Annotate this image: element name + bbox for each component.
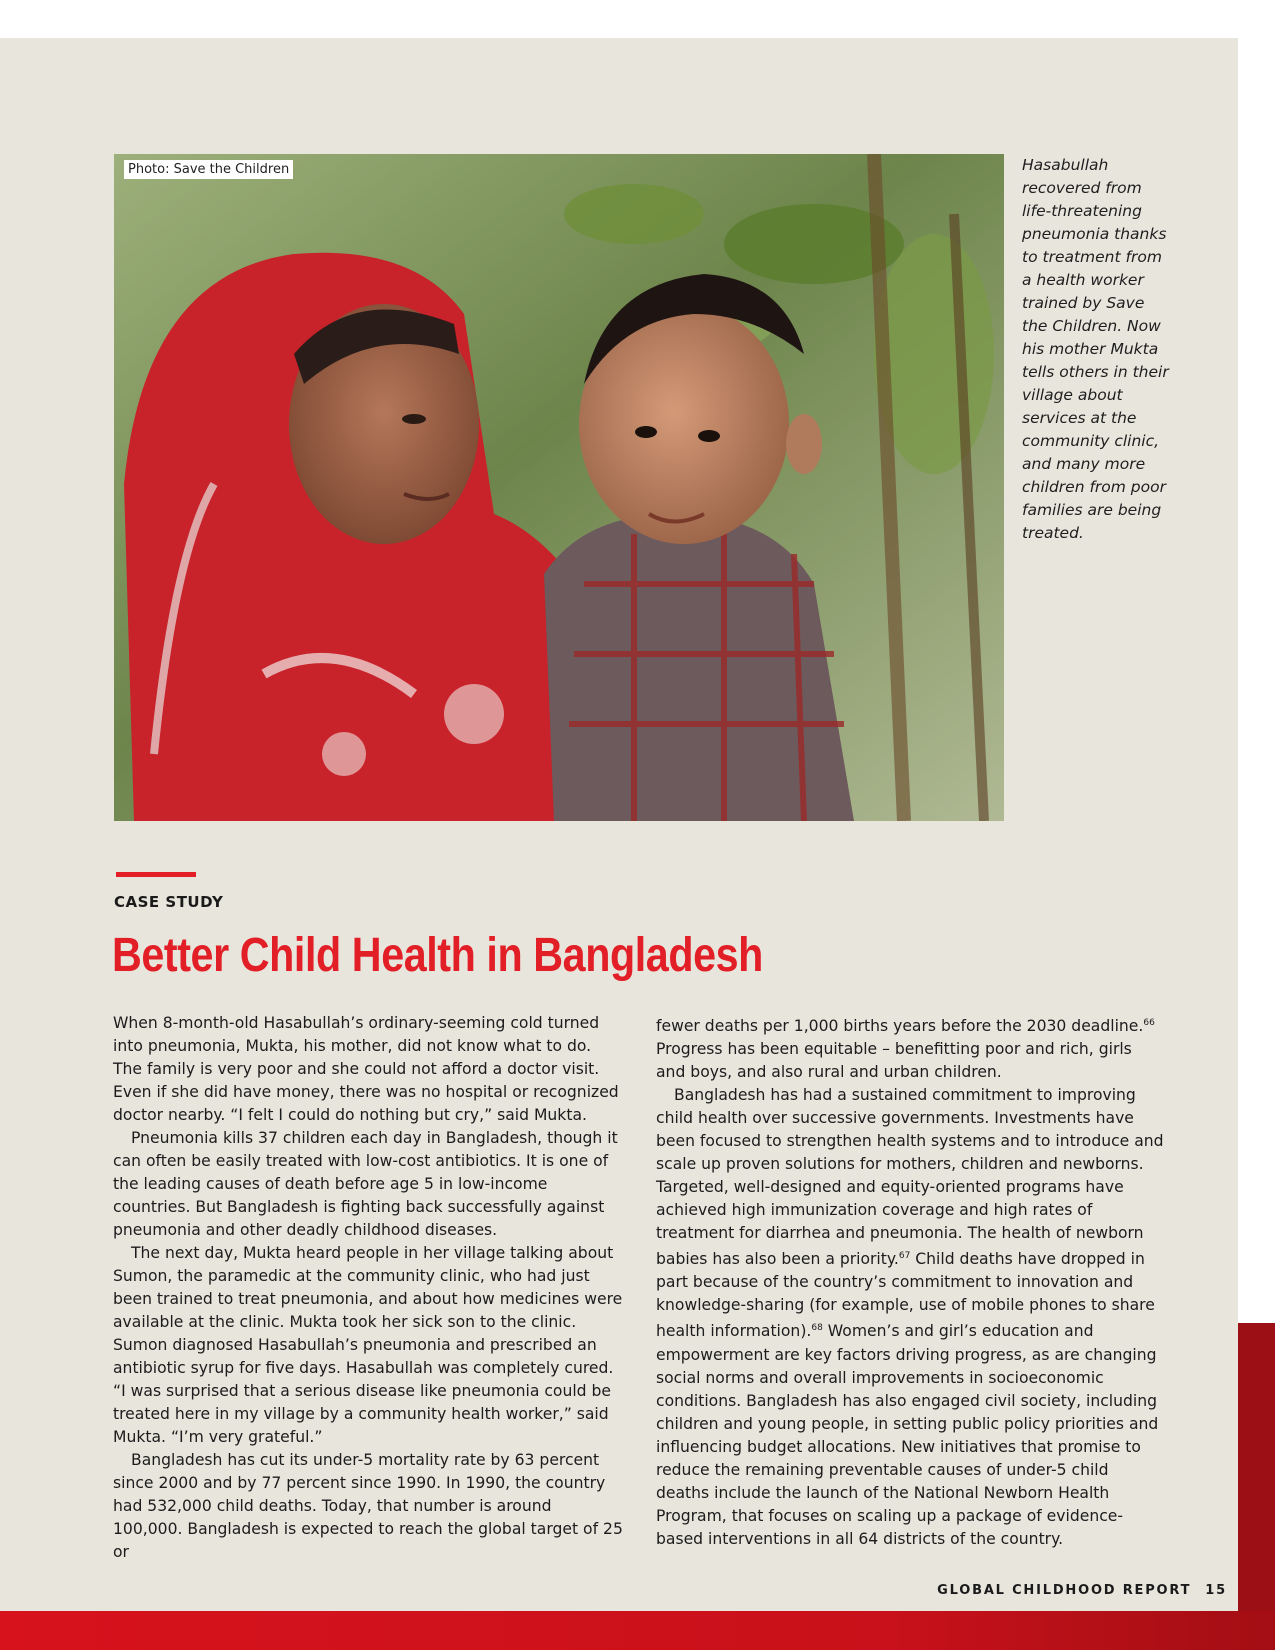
article-title: Better Child Health in Bangladesh <box>112 929 763 982</box>
reference-number: 66 <box>1143 1018 1155 1028</box>
text-run: Progress has been equitable – benefitting poor and rich, girls and boys, and also rural and urban children. <box>656 1040 1132 1082</box>
text-run: Child deaths have dropped in part because of the country’s commitment to innovation and knowledge-sharing (for example, use of mobile phones to share health information). <box>656 1250 1155 1341</box>
bottom-color-bar <box>0 1611 1275 1650</box>
paragraph: When 8-month-old Hasabullah’s ordinary-seeming cold turned into pneumonia, Mukta, his mother, did not know what to do. The family is very poor and she could not afford a doctor visit. Even if she did have money, there was no hospital or recognized doctor nearby. “I felt I could do nothing but cry,” said Mukta. <box>113 1014 619 1124</box>
photo-credit: Photo: Save the Children <box>124 160 293 179</box>
reference-number: 68 <box>811 1323 823 1334</box>
photo-mother-and-child <box>114 154 1004 821</box>
text-run: Women’s and girl’s education and empowerment are key factors driving progress, as are changing social norms and overall improvements in socioeconomic conditions. Bangladesh has also engaged civil society, including children and young people, in setting public policy priorities and influencing budget allocations. New initiatives that promise to reduce the remaining preventable causes of under-5 child deaths include the launch of the National Newborn Health Program, that focuses on scaling up a package of evidence-based interventions in all 64 districts of the country. <box>656 1322 1159 1548</box>
article-column-left <box>113 1012 623 1564</box>
reference-number: 67 <box>898 1251 911 1262</box>
section-kicker: CASE STUDY <box>114 893 224 911</box>
section-rule <box>116 872 196 877</box>
page-number: 15 <box>1205 1583 1227 1598</box>
page-footer <box>937 1583 1227 1598</box>
text-run: Bangladesh has had a sustained commitment to improving child health over successive governments. Investments have been focused to strengthen health systems and to introduce and scale up proven solutions for mothers, children and newborns. Targeted, well-designed and equity-oriented programs have achieved high immunization coverage and high rates of treatment for diarrhea and pneumonia. The health of newborn babies has also been a priority. <box>656 1086 1164 1269</box>
photo-illustration <box>114 154 1004 821</box>
text-run: fewer deaths per 1,000 births years before the 2030 deadline. <box>656 1017 1144 1036</box>
paragraph: The next day, Mukta heard people in her village talking about Sumon, the paramedic at the community clinic, who had just been trained to treat pneumonia, and about how medicines were available at the clinic. Mukta took her sick son to the clinic. Sumon diagnosed Hasabullah’s pneumonia and prescribed an antibiotic syrup for five days. Hasabullah was completely cured. “I was surprised that a serious disease like pneumonia could be treated here in my village by a community health worker,” said Mukta. “I’m very grateful.” <box>113 1244 623 1446</box>
article-column-right <box>656 1012 1166 1551</box>
photo-caption: Hasabullah recovered from life-threatening pneumonia thanks to treatment from a health worker trained by Save the Children. Now his mother Mukta tells others in their village about services at the community clinic, and many more children from poor families are being treated. <box>1022 156 1169 542</box>
paragraph <box>656 1084 1166 1550</box>
paragraph: Pneumonia kills 37 children each day in Bangladesh, though it can often be easily treated with low-cost antibiotics. It is one of the leading causes of death before age 5 in low-income countries. But Bangladesh is fighting back successfully against pneumonia and other deadly childhood diseases. <box>113 1129 618 1239</box>
paragraph <box>656 1012 1166 1084</box>
paragraph: Bangladesh has cut its under-5 mortality rate by 63 percent since 2000 and by 77 percent since 1990. In 1990, the country had 532,000 child deaths. Today, that number is around 100,000. Bangladesh is expected to reach the global target of 25 or <box>113 1451 623 1561</box>
report-name: GLOBAL CHILDHOOD REPORT <box>937 1583 1192 1598</box>
side-tab-decoration <box>1238 1323 1275 1613</box>
